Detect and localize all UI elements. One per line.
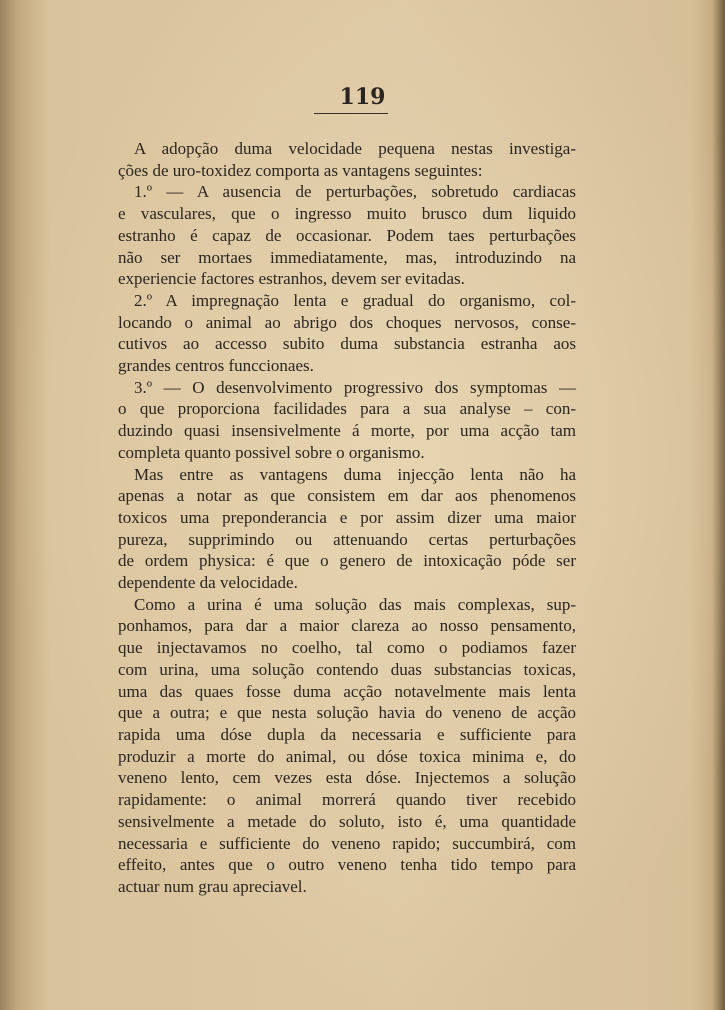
text-line: o que proporciona facilidades para a sua analyse – con- bbox=[118, 399, 576, 419]
text-line: pureza, supprimindo ou attenuando certas perturbações bbox=[118, 529, 576, 549]
text-line: cutivos ao accesso subito duma substancia estranha aos bbox=[118, 334, 576, 354]
text-line: completa quanto possivel sobre o organismo. bbox=[118, 442, 425, 462]
text-line: locando o animal ao abrigo dos choques nervosos, conse- bbox=[118, 312, 576, 332]
text-line: 2.º A impregnação lenta e gradual do organismo, col- bbox=[134, 290, 576, 310]
text-line: que a outra; e que nesta solução havia do veneno de acção bbox=[118, 703, 576, 723]
text-line: necessaria e sufficiente do veneno rapido; succumbirá, com bbox=[118, 833, 576, 853]
text-line: grandes centros funccionaes. bbox=[118, 356, 314, 376]
text-line: toxicos uma preponderancia e por assim dizer uma maior bbox=[118, 507, 576, 527]
header-rule bbox=[314, 113, 388, 114]
text-line: dependente da velocidade. bbox=[118, 573, 298, 593]
text-line: sensivelmente a metade do soluto, isto é, uma quantidade bbox=[118, 811, 576, 831]
text-line: Mas entre as vantagens duma injecção lenta não ha bbox=[134, 464, 576, 484]
text-line: estranho é capaz de occasionar. Podem taes perturbações bbox=[118, 225, 576, 245]
text-line: veneno lento, cem vezes esta dóse. Injectemos a solução bbox=[118, 768, 576, 788]
text-line: A adopção duma velocidade pequena nestas investiga- bbox=[134, 139, 576, 158]
text-line: não ser mortaes immediatamente, mas, introduzindo na bbox=[118, 247, 576, 267]
page-number: 119 bbox=[339, 84, 386, 110]
text-line: rapida uma dóse dupla da necessaria e sufficiente para bbox=[118, 724, 576, 744]
text-line: Como a urina é uma solução das mais complexas, sup- bbox=[134, 594, 576, 614]
text-line: e vasculares, que o ingresso muito brusco dum liquido bbox=[118, 204, 576, 224]
text-line: rapidamente: o animal morrerá quando tiver recebido bbox=[118, 790, 576, 810]
text-line: com urina, uma solução contendo duas substancias toxicas, bbox=[118, 659, 576, 679]
text-line: effeito, antes que o outro veneno tenha tido tempo para bbox=[118, 855, 576, 875]
text-line: que injectavamos no coelho, tal como o podiamos fazer bbox=[118, 638, 576, 658]
text-line: ções de uro-toxidez comporta as vantagens seguintes: bbox=[118, 160, 483, 180]
body-text bbox=[118, 138, 576, 898]
text-line: actuar num grau apreciavel. bbox=[118, 876, 307, 896]
text-line: apenas a notar as que consistem em dar aos phenomenos bbox=[118, 486, 576, 506]
text-line: uma das quaes fosse duma acção notavelmente mais lenta bbox=[118, 681, 576, 701]
text-line: produzir a morte do animal, ou dóse toxica minima e, do bbox=[118, 746, 576, 766]
text-line: 3.º — O desenvolvimento progressivo dos symptomas — bbox=[134, 377, 576, 397]
text-line: experiencie factores estranhos, devem ser evitadas. bbox=[118, 269, 465, 289]
text-line: 1.º — A ausencia de perturbações, sobretudo cardiacas bbox=[134, 182, 576, 202]
text-line: de ordem physica: é que o genero de intoxicação póde ser bbox=[118, 551, 576, 571]
text-line: ponhamos, para dar a maior clareza ao nosso pensamento, bbox=[118, 616, 576, 636]
text-line: duzindo quasi insensivelmente á morte, por uma acção tam bbox=[118, 421, 576, 441]
